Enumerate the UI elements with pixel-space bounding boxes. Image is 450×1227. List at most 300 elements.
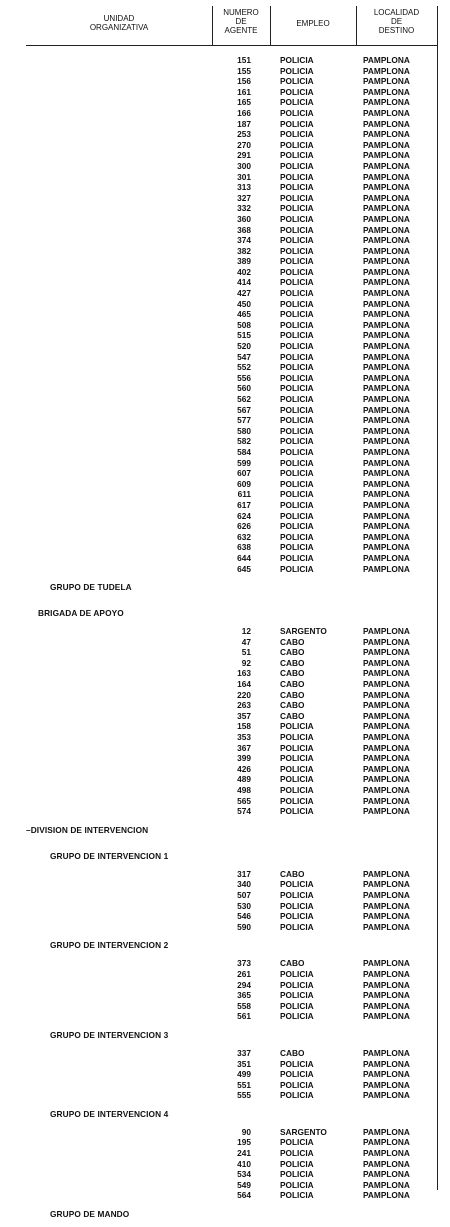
- empleo-cell: POLICIA: [280, 86, 314, 97]
- agent-number-cell: 582: [237, 436, 251, 447]
- table-row: [0, 330, 450, 341]
- header-line: NUMERO: [223, 8, 259, 17]
- localidad-cell: PAMPLONA: [363, 774, 410, 785]
- table-row: [0, 66, 450, 77]
- table-row: [0, 1159, 450, 1170]
- empleo-cell: POLICIA: [280, 774, 314, 785]
- section-heading-block: [0, 932, 450, 958]
- empleo-cell: POLICIA: [280, 213, 314, 224]
- empleo-cell: POLICIA: [280, 1169, 314, 1180]
- localidad-cell: PAMPLONA: [363, 150, 410, 161]
- agent-number-cell: 353: [237, 732, 251, 743]
- localidad-cell: PAMPLONA: [363, 1179, 410, 1190]
- empleo-cell: POLICIA: [280, 1190, 314, 1201]
- column-header-numero: [212, 8, 270, 35]
- table-row: [0, 869, 450, 880]
- table-row: [0, 362, 450, 373]
- empleo-cell: POLICIA: [280, 1158, 314, 1169]
- agent-number-cell: 357: [237, 710, 251, 721]
- table-row: [0, 1190, 450, 1201]
- localidad-cell: PAMPLONA: [363, 510, 410, 521]
- empleo-cell: POLICIA: [280, 288, 314, 299]
- agent-number-cell: 165: [237, 97, 251, 108]
- column-header-empleo: [270, 19, 356, 28]
- empleo-cell: POLICIA: [280, 256, 314, 267]
- agent-number-cell: 51: [241, 647, 251, 658]
- agent-number-cell: 498: [237, 785, 251, 795]
- header-line: EMPLEO: [296, 19, 330, 28]
- empleo-cell: CABO: [280, 647, 305, 658]
- table-row: [0, 626, 450, 637]
- table-row: [0, 150, 450, 161]
- empleo-cell: CABO: [280, 710, 305, 721]
- table-row: [0, 87, 450, 98]
- localidad-cell: PAMPLONA: [363, 721, 410, 732]
- table-row: [0, 806, 450, 817]
- localidad-cell: PAMPLONA: [363, 636, 410, 647]
- agent-number-cell: 530: [237, 900, 251, 911]
- agent-number-cell: 327: [237, 192, 251, 203]
- localidad-cell: PAMPLONA: [363, 107, 410, 118]
- table-row: [0, 203, 450, 214]
- localidad-cell: PAMPLONA: [363, 879, 410, 890]
- empleo-cell: POLICIA: [280, 330, 314, 341]
- table-row: [0, 1090, 450, 1101]
- empleo-cell: POLICIA: [280, 171, 314, 182]
- localidad-cell: PAMPLONA: [363, 415, 410, 426]
- localidad-cell: PAMPLONA: [363, 192, 410, 203]
- agent-number-cell: 270: [237, 139, 251, 150]
- agent-number-cell: 261: [237, 968, 251, 979]
- table-row: [0, 1127, 450, 1138]
- localidad-cell: PAMPLONA: [363, 1090, 410, 1101]
- table-row: [0, 277, 450, 288]
- column-header-localidad: [356, 8, 437, 35]
- agent-number-cell: 556: [237, 372, 251, 383]
- localidad-cell: PAMPLONA: [363, 319, 410, 330]
- localidad-cell: PAMPLONA: [363, 732, 410, 743]
- localidad-cell: PAMPLONA: [363, 542, 410, 553]
- empleo-cell: POLICIA: [280, 150, 314, 161]
- localidad-cell: PAMPLONA: [363, 795, 410, 806]
- table-row: [0, 97, 450, 108]
- localidad-cell: PAMPLONA: [363, 330, 410, 341]
- localidad-cell: PAMPLONA: [363, 979, 410, 990]
- agent-number-cell: 626: [237, 521, 251, 532]
- header-line: ORGANIZATIVA: [89, 23, 149, 32]
- agent-number-cell: 300: [237, 160, 251, 171]
- localidad-cell: PAMPLONA: [363, 76, 410, 87]
- empleo-cell: POLICIA: [280, 879, 314, 890]
- agent-number-cell: 92: [241, 657, 251, 668]
- localidad-cell: PAMPLONA: [363, 563, 410, 574]
- agent-number-cell: 599: [237, 457, 251, 468]
- empleo-cell: POLICIA: [280, 394, 314, 404]
- empleo-cell: POLICIA: [280, 457, 314, 468]
- empleo-cell: POLICIA: [280, 968, 314, 979]
- localidad-cell: PAMPLONA: [363, 1158, 410, 1169]
- empleo-cell: POLICIA: [280, 245, 314, 256]
- empleo-cell: POLICIA: [280, 911, 314, 922]
- empleo-cell: POLICIA: [280, 372, 314, 383]
- empleo-cell: POLICIA: [280, 404, 314, 415]
- table-row: [0, 879, 450, 890]
- empleo-cell: POLICIA: [280, 235, 314, 246]
- agent-number-cell: 546: [237, 911, 251, 922]
- localidad-cell: PAMPLONA: [363, 990, 410, 1001]
- agent-number-cell: 368: [237, 224, 251, 235]
- table-row: [0, 394, 450, 405]
- table-row: [0, 1148, 450, 1159]
- empleo-cell: CABO: [280, 958, 305, 969]
- agent-number-cell: 465: [237, 309, 251, 320]
- agent-number-cell: 507: [237, 889, 251, 900]
- localidad-cell: PAMPLONA: [363, 742, 410, 753]
- localidad-cell: PAMPLONA: [363, 394, 410, 404]
- localidad-cell: PAMPLONA: [363, 372, 410, 383]
- localidad-cell: PAMPLONA: [363, 277, 410, 288]
- empleo-cell: POLICIA: [280, 806, 314, 817]
- localidad-cell: PAMPLONA: [363, 785, 410, 795]
- table-row: [0, 352, 450, 363]
- agent-number-cell: 562: [237, 394, 251, 404]
- agent-number-cell: 574: [237, 806, 251, 817]
- agent-number-cell: 584: [237, 446, 251, 457]
- localidad-cell: PAMPLONA: [363, 531, 410, 542]
- header-line: UNIDAD: [103, 14, 135, 23]
- table-row: [0, 990, 450, 1001]
- empleo-cell: POLICIA: [280, 192, 314, 203]
- agent-number-cell: 565: [237, 795, 251, 806]
- table-row: [0, 140, 450, 151]
- table-row: [0, 489, 450, 500]
- agent-number-cell: 580: [237, 425, 251, 436]
- table-row: [0, 1001, 450, 1012]
- empleo-cell: POLICIA: [280, 900, 314, 911]
- table-row: [0, 108, 450, 119]
- empleo-cell: POLICIA: [280, 1000, 314, 1011]
- empleo-cell: POLICIA: [280, 489, 314, 500]
- agent-number-cell: 577: [237, 415, 251, 426]
- table-row: [0, 468, 450, 479]
- table-row: [0, 129, 450, 140]
- empleo-cell: POLICIA: [280, 160, 314, 171]
- empleo-cell: POLICIA: [280, 97, 314, 108]
- empleo-cell: POLICIA: [280, 298, 314, 309]
- table-row: [0, 479, 450, 490]
- agent-number-cell: 508: [237, 319, 251, 330]
- agent-number-cell: 367: [237, 742, 251, 753]
- agent-number-cell: 241: [237, 1148, 251, 1159]
- empleo-cell: CABO: [280, 636, 305, 647]
- empleo-cell: CABO: [280, 668, 305, 679]
- agent-number-cell: 155: [237, 65, 251, 76]
- agent-number-cell: 551: [237, 1079, 251, 1090]
- localidad-cell: PAMPLONA: [363, 65, 410, 76]
- table-row: [0, 235, 450, 246]
- table-row: [0, 553, 450, 564]
- agent-number-cell: 644: [237, 552, 251, 563]
- empleo-cell: POLICIA: [280, 531, 314, 542]
- localidad-cell: PAMPLONA: [363, 1126, 410, 1137]
- agent-number-cell: 294: [237, 979, 251, 990]
- table-row: [0, 1048, 450, 1059]
- localidad-cell: PAMPLONA: [363, 298, 410, 309]
- localidad-cell: PAMPLONA: [363, 806, 410, 817]
- agent-number-cell: 351: [237, 1058, 251, 1069]
- localidad-cell: PAMPLONA: [363, 626, 410, 637]
- agent-number-cell: 373: [237, 958, 251, 969]
- table-row: [0, 193, 450, 204]
- empleo-cell: POLICIA: [280, 753, 314, 764]
- localidad-cell: PAMPLONA: [363, 404, 410, 415]
- section-heading-block: [0, 1201, 450, 1227]
- agent-number-cell: 410: [237, 1158, 251, 1169]
- table-row: [0, 1137, 450, 1148]
- agent-number-cell: 166: [237, 107, 251, 118]
- table-row: [0, 256, 450, 267]
- agent-number-cell: 389: [237, 256, 251, 267]
- empleo-cell: POLICIA: [280, 732, 314, 743]
- empleo-cell: POLICIA: [280, 742, 314, 753]
- table-row: [0, 637, 450, 648]
- localidad-cell: PAMPLONA: [363, 97, 410, 108]
- localidad-cell: PAMPLONA: [363, 668, 410, 679]
- localidad-cell: PAMPLONA: [363, 1137, 410, 1148]
- table-row: [0, 958, 450, 969]
- agent-number-cell: 47: [241, 636, 251, 647]
- empleo-cell: POLICIA: [280, 415, 314, 426]
- agent-number-cell: 426: [237, 763, 251, 774]
- empleo-cell: POLICIA: [280, 1058, 314, 1069]
- table-row: [0, 447, 450, 458]
- empleo-cell: CABO: [280, 689, 305, 700]
- agent-number-cell: 365: [237, 990, 251, 1001]
- localidad-cell: PAMPLONA: [363, 309, 410, 320]
- agent-number-cell: 187: [237, 118, 251, 129]
- agent-number-cell: 263: [237, 700, 251, 711]
- table-row: [0, 1011, 450, 1022]
- group-heading: GRUPO DE INTERVENCION 1: [50, 850, 169, 861]
- agent-number-cell: 12: [241, 626, 251, 637]
- table-row: [0, 55, 450, 66]
- table-row: [0, 732, 450, 743]
- localidad-cell: PAMPLONA: [363, 235, 410, 246]
- localidad-cell: PAMPLONA: [363, 657, 410, 668]
- agent-number-cell: 427: [237, 288, 251, 299]
- agent-number-cell: 499: [237, 1069, 251, 1080]
- header-line: DESTINO: [378, 26, 415, 35]
- localidad-cell: PAMPLONA: [363, 499, 410, 510]
- localidad-cell: PAMPLONA: [363, 900, 410, 911]
- section-heading-block: [0, 1022, 450, 1048]
- header-rule: [26, 45, 437, 46]
- empleo-cell: POLICIA: [280, 785, 314, 795]
- empleo-cell: POLICIA: [280, 1090, 314, 1101]
- localidad-cell: PAMPLONA: [363, 245, 410, 256]
- localidad-cell: PAMPLONA: [363, 679, 410, 690]
- empleo-cell: POLICIA: [280, 129, 314, 140]
- localidad-cell: PAMPLONA: [363, 1079, 410, 1090]
- empleo-cell: POLICIA: [280, 182, 314, 193]
- agent-number-cell: 638: [237, 542, 251, 553]
- agent-number-cell: 374: [237, 235, 251, 246]
- table-row: [0, 172, 450, 183]
- localidad-cell: PAMPLONA: [363, 55, 410, 65]
- table-row: [0, 299, 450, 310]
- localidad-cell: PAMPLONA: [363, 1069, 410, 1080]
- table-row: [0, 405, 450, 416]
- localidad-cell: PAMPLONA: [363, 911, 410, 922]
- table-row: [0, 532, 450, 543]
- empleo-cell: POLICIA: [280, 990, 314, 1001]
- header-line: DE: [390, 17, 403, 26]
- empleo-cell: POLICIA: [280, 362, 314, 373]
- empleo-cell: POLICIA: [280, 1079, 314, 1090]
- agent-number-cell: 590: [237, 921, 251, 932]
- table-row: [0, 668, 450, 679]
- localidad-cell: PAMPLONA: [363, 753, 410, 764]
- empleo-cell: POLICIA: [280, 266, 314, 277]
- localidad-cell: PAMPLONA: [363, 203, 410, 214]
- agent-number-cell: 90: [241, 1126, 251, 1137]
- agent-number-cell: 161: [237, 86, 251, 97]
- table-row: [0, 458, 450, 469]
- localidad-cell: PAMPLONA: [363, 489, 410, 500]
- section-heading-block: [0, 1101, 450, 1127]
- section-heading-block: [0, 574, 450, 600]
- agent-number-cell: 632: [237, 531, 251, 542]
- empleo-cell: POLICIA: [280, 478, 314, 489]
- localidad-cell: PAMPLONA: [363, 889, 410, 900]
- agent-number-cell: 611: [237, 489, 251, 500]
- table-row: [0, 969, 450, 980]
- localidad-cell: PAMPLONA: [363, 958, 410, 969]
- agent-number-cell: 151: [237, 55, 251, 65]
- localidad-cell: PAMPLONA: [363, 341, 410, 352]
- group-heading: GRUPO DE TUDELA: [50, 582, 132, 593]
- agent-number-cell: 552: [237, 362, 251, 373]
- table-row: [0, 1059, 450, 1070]
- agent-number-cell: 156: [237, 76, 251, 87]
- empleo-cell: POLICIA: [280, 1137, 314, 1148]
- group-heading: GRUPO DE INTERVENCION 2: [50, 940, 169, 951]
- localidad-cell: PAMPLONA: [363, 425, 410, 436]
- table-body: [0, 55, 450, 1227]
- column-header-unidad: [26, 14, 212, 32]
- localidad-cell: PAMPLONA: [363, 468, 410, 479]
- localidad-cell: PAMPLONA: [363, 478, 410, 489]
- localidad-cell: PAMPLONA: [363, 139, 410, 150]
- header-line: LOCALIDAD: [373, 8, 420, 17]
- localidad-cell: PAMPLONA: [363, 118, 410, 129]
- division-heading: –DIVISION DE INTERVENCION: [26, 824, 149, 835]
- table-row: [0, 267, 450, 278]
- agent-number-cell: 164: [237, 679, 251, 690]
- agent-number-cell: 414: [237, 277, 251, 288]
- localidad-cell: PAMPLONA: [363, 86, 410, 97]
- agent-number-cell: 645: [237, 563, 251, 574]
- table-row: [0, 700, 450, 711]
- table-row: [0, 521, 450, 532]
- empleo-cell: POLICIA: [280, 889, 314, 900]
- agent-number-cell: 624: [237, 510, 251, 521]
- table-row: [0, 309, 450, 320]
- table-row: [0, 922, 450, 933]
- empleo-cell: POLICIA: [280, 309, 314, 320]
- empleo-cell: POLICIA: [280, 341, 314, 352]
- agent-number-cell: 515: [237, 330, 251, 341]
- table-row: [0, 161, 450, 172]
- table-row: [0, 214, 450, 225]
- empleo-cell: POLICIA: [280, 425, 314, 436]
- empleo-cell: POLICIA: [280, 1069, 314, 1080]
- localidad-cell: PAMPLONA: [363, 689, 410, 700]
- group-heading: GRUPO DE INTERVENCION 4: [50, 1108, 169, 1119]
- table-row: [0, 542, 450, 553]
- table-row: [0, 1169, 450, 1180]
- agent-number-cell: 195: [237, 1137, 251, 1148]
- agent-number-cell: 534: [237, 1169, 251, 1180]
- empleo-cell: POLICIA: [280, 203, 314, 214]
- localidad-cell: PAMPLONA: [363, 362, 410, 373]
- localidad-cell: PAMPLONA: [363, 763, 410, 774]
- localidad-cell: PAMPLONA: [363, 129, 410, 140]
- localidad-cell: PAMPLONA: [363, 552, 410, 563]
- agent-number-cell: 617: [237, 499, 251, 510]
- localidad-cell: PAMPLONA: [363, 1011, 410, 1022]
- agent-number-cell: 561: [237, 1011, 251, 1022]
- localidad-cell: PAMPLONA: [363, 457, 410, 468]
- agent-number-cell: 360: [237, 213, 251, 224]
- table-row: [0, 288, 450, 299]
- empleo-cell: SARGENTO: [280, 626, 327, 637]
- header-line: AGENTE: [224, 26, 258, 35]
- localidad-cell: PAMPLONA: [363, 383, 410, 394]
- localidad-cell: PAMPLONA: [363, 446, 410, 457]
- group-heading: GRUPO DE MANDO: [50, 1209, 130, 1220]
- agent-number-cell: 253: [237, 129, 251, 140]
- table-row: [0, 182, 450, 193]
- empleo-cell: POLICIA: [280, 436, 314, 447]
- empleo-cell: CABO: [280, 868, 305, 879]
- table-row: [0, 911, 450, 922]
- empleo-cell: POLICIA: [280, 721, 314, 732]
- table-row: [0, 373, 450, 384]
- localidad-cell: PAMPLONA: [363, 1190, 410, 1201]
- table-row: [0, 415, 450, 426]
- agent-number-cell: 158: [237, 721, 251, 732]
- agent-number-cell: 607: [237, 468, 251, 479]
- agent-number-cell: 291: [237, 150, 251, 161]
- table-row: [0, 721, 450, 732]
- empleo-cell: POLICIA: [280, 921, 314, 932]
- table-row: [0, 658, 450, 669]
- empleo-cell: POLICIA: [280, 277, 314, 288]
- empleo-cell: POLICIA: [280, 319, 314, 330]
- empleo-cell: CABO: [280, 700, 305, 711]
- agent-number-cell: 399: [237, 753, 251, 764]
- table-row: [0, 1069, 450, 1080]
- localidad-cell: PAMPLONA: [363, 521, 410, 532]
- localidad-cell: PAMPLONA: [363, 288, 410, 299]
- empleo-cell: POLICIA: [280, 763, 314, 774]
- agent-number-cell: 340: [237, 879, 251, 890]
- header-line: DE: [235, 17, 247, 26]
- empleo-cell: POLICIA: [280, 563, 314, 574]
- localidad-cell: PAMPLONA: [363, 700, 410, 711]
- empleo-cell: POLICIA: [280, 552, 314, 563]
